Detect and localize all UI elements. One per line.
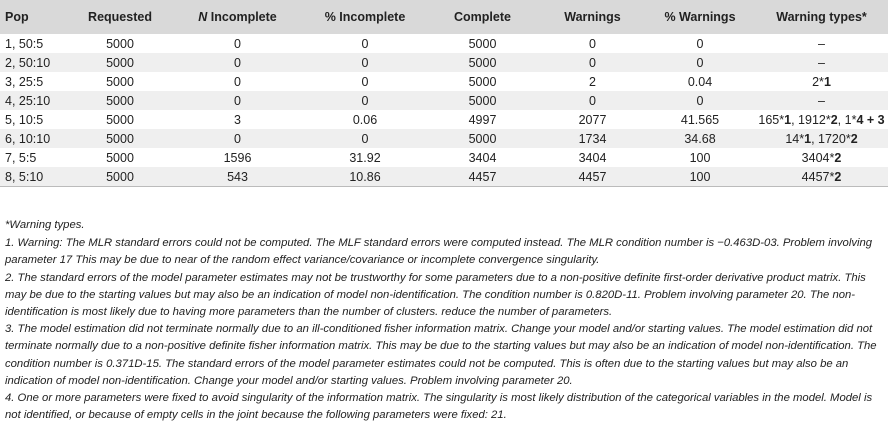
cell-pct-incomplete: 0 — [361, 55, 369, 70]
cell-warning-types — [755, 72, 888, 91]
table-row — [0, 167, 888, 187]
header-pct-warnings: % Warnings — [664, 10, 736, 24]
header-warning-types: Warning types* — [776, 10, 867, 24]
cell-warnings: 0 — [589, 55, 596, 70]
cell-warnings: 0 — [589, 36, 596, 51]
cell-requested: 5000 — [106, 74, 134, 89]
cell-complete: 5000 — [468, 36, 497, 51]
cell-requested: 5000 — [106, 93, 134, 108]
header-requested: Requested — [88, 10, 152, 24]
footnote-title: *Warning types. — [5, 219, 85, 231]
cell-pop: 7, 5:5 — [5, 150, 37, 165]
cell-n-incomplete: 543 — [170, 167, 305, 187]
warning-type-segment: 4457* — [801, 169, 835, 184]
cell-complete: 5000 — [468, 74, 497, 89]
table-row — [0, 91, 888, 110]
cell-requested: 5000 — [106, 150, 134, 165]
cell-pct-warnings: 34.68 — [684, 131, 716, 146]
header-warnings: Warnings — [564, 10, 621, 24]
header-complete: Complete — [454, 10, 511, 24]
warning-type-segment: 2* — [812, 74, 824, 89]
cell-requested: 5000 — [70, 167, 170, 187]
footnote-1: 1. Warning: The MLR standard errors could not be computed. The MLF standard errors were computed instead. The MLR condition number is −0.463D-03. Problem involving parameter 17 This may be due to near of the random effect variance/covariance or incomplete convergence singularity. — [5, 237, 873, 267]
cell-pct-incomplete: 0.06 — [352, 112, 378, 127]
results-table — [0, 0, 888, 187]
footnotes — [5, 217, 883, 424]
cell-n-incomplete: 0 — [234, 36, 241, 51]
cell-pop: 8, 5:10 — [0, 167, 70, 187]
cell-warning-types — [755, 148, 888, 167]
cell-pct-warnings: 0 — [696, 55, 704, 70]
warning-type-segment: 1 — [823, 74, 831, 89]
header-pop: Pop — [5, 10, 29, 24]
warning-type-segment: 165* — [758, 112, 785, 127]
cell-warning-types — [755, 110, 888, 129]
header-n-incomplete-text: Incomplete — [207, 10, 277, 24]
cell-pct-incomplete: 0 — [361, 131, 369, 146]
warning-type-segment: , 1720* — [811, 131, 851, 146]
warning-type-segment: 14* — [785, 131, 805, 146]
warning-type-segment: 2 — [830, 112, 838, 127]
cell-pct-warnings: 41.565 — [680, 112, 720, 127]
cell-pct-incomplete: 0 — [361, 74, 369, 89]
header-row — [0, 0, 888, 34]
table-row — [0, 72, 888, 91]
header-n-incomplete — [170, 0, 305, 34]
cell-pct-warnings: 0 — [696, 93, 704, 108]
cell-requested: 5000 — [106, 131, 134, 146]
footnote-3: 3. The model estimation did not terminate normally due to an ill-conditioned fisher information matrix. Change your model and/or starting values. The model estimation did not terminate normally due to a non-positive definite fisher information matrix. This may be due to the starting values but may also be an indication of model non-identification. The condition number is 0.371D-15. The standard errors of the model parameter estimates could not be computed. This is often due to the starting values but may also be an indication of model non-identification. Change your model and/or starting values. Problem involving parameter 20. — [5, 323, 877, 387]
cell-pct-incomplete: 0 — [361, 36, 369, 51]
cell-requested: 5000 — [106, 55, 134, 70]
cell-pop: 6, 10:10 — [5, 131, 51, 146]
table-body — [0, 34, 888, 187]
cell-warning-types — [755, 91, 888, 110]
cell-warnings: 2077 — [578, 112, 607, 127]
cell-complete: 4457 — [425, 167, 540, 187]
warning-type-segment: 2 — [834, 150, 842, 165]
cell-pop: 2, 50:10 — [5, 55, 51, 70]
warning-type-segment: – — [818, 93, 825, 108]
footnote-2: 2. The standard errors of the model parameter estimates may not be trustworthy for some parameters due to a non-positive definite first-order derivative product matrix. This may be due to the starting values but may also be an indication of model non-identification. The condition number is 0.820D-11. Problem involving parameter 20. The non-identification is most likely due to having more parameters than the number of clusters. reduce the number of parameters. — [5, 271, 866, 319]
cell-pct-incomplete: 0 — [361, 93, 369, 108]
warning-type-segment: , 1912* — [791, 112, 831, 127]
cell-pct-warnings: 100 — [689, 150, 711, 165]
warning-type-segment: – — [818, 36, 825, 51]
table-row — [0, 110, 888, 129]
cell-complete: 5000 — [468, 131, 497, 146]
cell-warning-types — [755, 53, 888, 72]
cell-n-incomplete: 0 — [234, 93, 241, 108]
cell-complete: 4997 — [468, 112, 497, 127]
warning-type-segment: 4 + 3 — [856, 112, 885, 127]
warning-type-segment: 1 — [804, 131, 812, 146]
cell-pct-incomplete: 31.92 — [349, 150, 381, 165]
cell-warnings: 0 — [589, 93, 596, 108]
header-pct-incomplete: % Incomplete — [324, 10, 406, 24]
warning-type-segment: 3404* — [801, 150, 835, 165]
cell-warnings: 1734 — [578, 131, 607, 146]
header-n-symbol: N — [198, 10, 208, 24]
table-row — [0, 53, 888, 72]
cell-pop: 4, 25:10 — [5, 93, 51, 108]
table-row — [0, 148, 888, 167]
warning-type-segment: 1 — [784, 112, 792, 127]
cell-warnings: 2 — [589, 74, 596, 89]
cell-pct-warnings: 0.04 — [687, 74, 713, 89]
table-row — [0, 34, 888, 53]
cell-pop: 3, 25:5 — [5, 74, 44, 89]
cell-requested: 5000 — [106, 112, 134, 127]
warning-type-segment: , 1* — [837, 112, 857, 127]
cell-pop: 1, 50:5 — [5, 36, 44, 51]
warning-type-segment: 2 — [850, 131, 858, 146]
cell-warning-types — [755, 34, 888, 53]
warning-type-segment: 2 — [834, 169, 842, 184]
cell-complete: 5000 — [468, 93, 497, 108]
cell-requested: 5000 — [106, 36, 134, 51]
cell-warning-types — [755, 129, 888, 148]
cell-n-incomplete: 0 — [234, 55, 241, 70]
footnote-4: 4. One or more parameters were fixed to avoid singularity of the information matrix. The singularity is most likely distribution of the categorical variables in the model. Model is not identified, or because of empty cells in the joint because the following parameters were fixed: 21. — [5, 392, 873, 422]
cell-pct-incomplete: 10.86 — [305, 167, 425, 187]
cell-n-incomplete: 3 — [234, 112, 241, 127]
cell-warning-types — [755, 167, 888, 187]
cell-pct-warnings: 100 — [645, 167, 755, 187]
cell-pct-warnings: 0 — [696, 36, 704, 51]
cell-warnings: 4457 — [540, 167, 645, 187]
cell-n-incomplete: 0 — [234, 74, 241, 89]
cell-pop: 5, 10:5 — [5, 112, 44, 127]
cell-complete: 5000 — [468, 55, 497, 70]
cell-n-incomplete: 1596 — [223, 150, 252, 165]
cell-complete: 3404 — [468, 150, 497, 165]
cell-warnings: 3404 — [578, 150, 607, 165]
warning-type-segment: – — [818, 55, 825, 70]
table-row — [0, 129, 888, 148]
cell-n-incomplete: 0 — [234, 131, 241, 146]
